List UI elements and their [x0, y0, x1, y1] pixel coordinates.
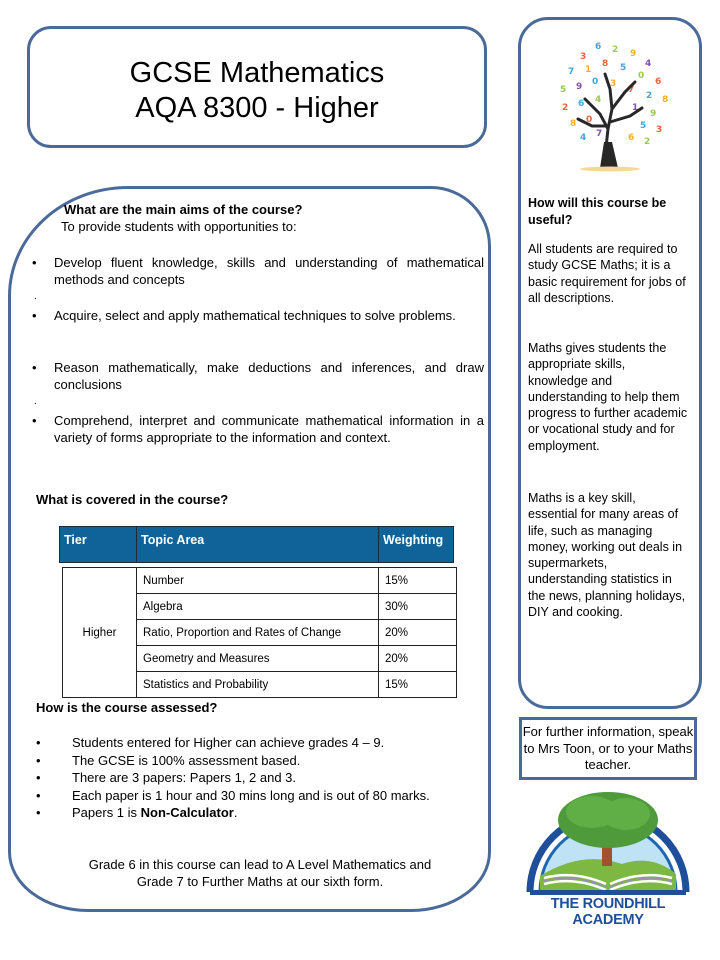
non-calculator-label: Non-Calculator	[140, 805, 234, 820]
assessment-item: • Each paper is 1 hour and 30 mins long and is out of 80 marks.	[36, 787, 430, 803]
svg-text:1: 1	[632, 103, 639, 113]
sidebar-paragraph: Maths is a key skill, essential for many areas of life, such as managing money, working out deals in supermarkets, understanding statistics in the news, planning holidays, DIY and cooking.	[528, 491, 686, 620]
contact-box: For further information, speak to Mrs Toon, or to your Maths teacher.	[519, 717, 697, 780]
progression-line-1: Grade 6 in this course can lead to A Level Mathematics and	[88, 857, 432, 872]
covered-heading: What is covered in the course?	[36, 492, 229, 507]
svg-text:1: 1	[585, 65, 592, 75]
bullet-icon: •	[36, 787, 41, 803]
assessment-list	[36, 734, 430, 822]
weighting-cell: 30%	[379, 594, 457, 620]
assessment-item: • The GCSE is 100% assessment based.	[36, 752, 301, 768]
sidebar-heading: How will this course be useful?	[528, 196, 667, 227]
svg-text:4: 4	[580, 133, 587, 143]
sidebar-paragraph: All students are required to study GCSE Maths; it is a basic requirement for jobs of all descriptions.	[528, 242, 686, 305]
header-tier: Tier	[60, 527, 137, 563]
topic-cell: Ratio, Proportion and Rates of Change	[137, 620, 379, 646]
svg-text:5: 5	[640, 121, 647, 131]
separator-dot: .	[34, 291, 37, 302]
table-row	[63, 568, 457, 594]
svg-text:2: 2	[612, 45, 619, 55]
header-topic-area: Topic Area	[137, 527, 379, 563]
svg-text:3: 3	[580, 52, 587, 62]
weighting-cell: 15%	[379, 672, 457, 698]
svg-text:9: 9	[630, 49, 637, 59]
svg-text:3: 3	[610, 79, 617, 89]
bullet-icon: •	[36, 770, 41, 785]
svg-text:4: 4	[595, 95, 602, 105]
bullet-icon: •	[32, 308, 37, 323]
svg-text:2: 2	[644, 137, 651, 147]
tier-cell: Higher	[63, 568, 137, 698]
bullet-icon: •	[36, 752, 41, 768]
bullet-icon: •	[32, 360, 37, 375]
svg-text:6: 6	[578, 99, 585, 109]
assessment-heading: How is the course assessed?	[36, 700, 218, 715]
svg-text:2: 2	[646, 91, 653, 101]
bullet-icon: •	[36, 805, 41, 820]
sidebar-paragraph: Maths gives students the appropriate skills, knowledge and understanding to help them progress to further academic or vocational study and for employment.	[528, 341, 688, 453]
separator-dot: .	[34, 396, 37, 407]
svg-text:3: 3	[656, 125, 663, 135]
title-line-1: GCSE Mathematics	[129, 57, 385, 89]
number-tree-icon	[540, 34, 680, 174]
svg-text:7: 7	[568, 67, 575, 77]
aims-heading: What are the main aims of the course?	[64, 202, 303, 217]
aims-bullet: • Reason mathematically, make deductions and inferences, and draw conclusions	[32, 360, 484, 392]
topic-cell: Statistics and Probability	[137, 672, 379, 698]
school-name: THE ROUNDHILL ACADEMY	[550, 896, 666, 928]
weighting-cell: 20%	[379, 620, 457, 646]
progression-line-2: Grade 7 to Further Maths at our sixth form.	[136, 874, 384, 889]
assessment-item: • Papers 1 is Non-Calculator.	[36, 805, 238, 820]
topic-cell: Geometry and Measures	[137, 646, 379, 672]
topic-table-header	[59, 526, 454, 563]
school-logo-icon	[522, 784, 694, 896]
svg-text:9: 9	[576, 82, 583, 92]
title-box	[27, 26, 487, 148]
weighting-cell: 20%	[379, 646, 457, 672]
bullet-icon: •	[32, 255, 37, 270]
svg-text:8: 8	[662, 95, 669, 105]
bullet-icon: •	[36, 735, 41, 750]
bullet-icon: •	[32, 413, 37, 428]
aims-intro: To provide students with opportunities to:	[61, 219, 297, 234]
svg-text:6: 6	[628, 133, 635, 143]
aims-bullet: • Develop fluent knowledge, skills and understanding of mathematical methods and concepts	[32, 255, 484, 287]
svg-text:6: 6	[595, 42, 602, 52]
topic-cell: Number	[137, 568, 379, 594]
topic-cell: Algebra	[137, 594, 379, 620]
svg-text:9: 9	[650, 109, 657, 119]
weighting-cell: 15%	[379, 568, 457, 594]
aims-bullet: • Acquire, select and apply mathematical techniques to solve problems.	[32, 308, 456, 323]
header-weighting: Weighting	[379, 527, 454, 563]
svg-text:2: 2	[562, 103, 569, 113]
svg-text:0: 0	[592, 77, 599, 87]
svg-text:5: 5	[620, 63, 627, 73]
svg-text:0: 0	[586, 115, 593, 125]
svg-text:5: 5	[560, 85, 567, 95]
svg-text:0: 0	[638, 71, 645, 81]
assessment-item: • There are 3 papers: Papers 1, 2 and 3.	[36, 770, 297, 785]
svg-text:6: 6	[655, 77, 662, 87]
svg-text:8: 8	[602, 59, 609, 69]
svg-text:4: 4	[645, 59, 652, 69]
svg-text:7: 7	[628, 85, 635, 95]
title-line-2: AQA 8300 - Higher	[135, 92, 379, 124]
svg-text:8: 8	[570, 119, 577, 129]
svg-text:7: 7	[596, 129, 603, 139]
aims-bullet: • Comprehend, interpret and communicate mathematical information in a variety of forms appropriate to the information and context.	[32, 413, 484, 445]
topic-table	[62, 567, 457, 698]
assessment-item: • Students entered for Higher can achieve grades 4 – 9.	[36, 735, 385, 750]
